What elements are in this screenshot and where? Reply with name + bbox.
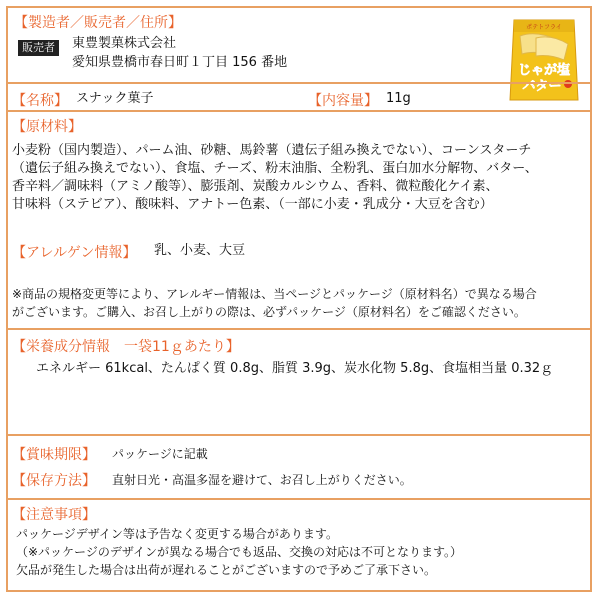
- caution-line: （※パッケージのデザインが異なる場合でも返品、交換の対応は不可となります。）: [16, 545, 463, 559]
- ingredients-line: 香辛料／調味料（アミノ酸等）、膨張剤、炭酸カルシウム、香料、微粒酸化ケイ素、: [12, 179, 499, 194]
- name-value: スナック菓子: [76, 91, 154, 106]
- allergen-note-line: がございます。ご購入、お召し上がりの際は、必ずパッケージ（原材料名）をご確認ください。: [12, 305, 526, 319]
- nutrition-value: エネルギー 61kcal、たんぱく質 0.8g、脂質 3.9g、炭水化物 5.8g、食塩相当量 0.32ｇ: [36, 361, 554, 376]
- expiry-value: パッケージに記載: [112, 447, 208, 461]
- product-info-frame: [6, 6, 592, 592]
- allergen-value: 乳、小麦、大豆: [154, 243, 246, 258]
- volume-label: 【内容量】: [308, 93, 378, 109]
- nutrition-label: 【栄養成分情報 一袋11ｇあたり】: [12, 339, 240, 355]
- company-name: 東豊製菓株式会社: [72, 36, 177, 51]
- allergen-note-line: ※商品の規格変更等により、アレルギー情報は、当ページとパッケージ（原材料名）で異なる場合: [12, 287, 537, 301]
- seller-badge-text: 販売者: [18, 40, 59, 56]
- caution-line: パッケージデザイン等は予告なく変更する場合があります。: [16, 527, 338, 541]
- storage-value: 直射日光・高温多湿を避けて、お召し上がりください。: [112, 473, 412, 487]
- nutrition-section: [8, 328, 590, 434]
- expiry-label: 【賞味期限】: [12, 447, 96, 463]
- ingredients-section: [8, 110, 590, 326]
- ingredients-label: 【原材料】: [12, 119, 82, 135]
- caution-section: [8, 498, 590, 592]
- product-name-line1: じゃが塩: [517, 63, 571, 78]
- storage-label: 【保存方法】: [12, 473, 96, 489]
- volume-value: 11g: [386, 91, 411, 106]
- allergen-label: 【アレルゲン情報】: [12, 245, 137, 261]
- ingredients-line: 甘味料（ステビア）、酸味料、アナトー色素、（一部に小麦・乳成分・大豆を含む）: [12, 197, 493, 212]
- seller-badge: [18, 36, 59, 56]
- name-volume-row: [8, 82, 590, 112]
- expiry-storage-section: [8, 434, 590, 496]
- ingredients-line: （遺伝子組み換えでない）、食塩、チーズ、粉末油脂、全粉乳、蛋白加水分解物、バター、: [12, 161, 538, 176]
- product-brand: ポテトフライ: [526, 24, 562, 31]
- ingredients-line: 小麦粉（国内製造）、パーム油、砂糖、馬鈴薯（遺伝子組み換えでない）、コーンスターチ: [12, 143, 532, 158]
- maker-section-title: 【製造者／販売者／住所】: [14, 15, 182, 31]
- name-label: 【名称】: [12, 93, 68, 109]
- caution-label: 【注意事項】: [12, 507, 96, 523]
- caution-line: 欠品が発生した場合は出荷が遅れることがございますので予めご了承下さい。: [16, 563, 437, 577]
- company-address: 愛知県豊橋市春日町１丁目 156 番地: [72, 55, 288, 70]
- product-name-line2: バター: [522, 79, 562, 94]
